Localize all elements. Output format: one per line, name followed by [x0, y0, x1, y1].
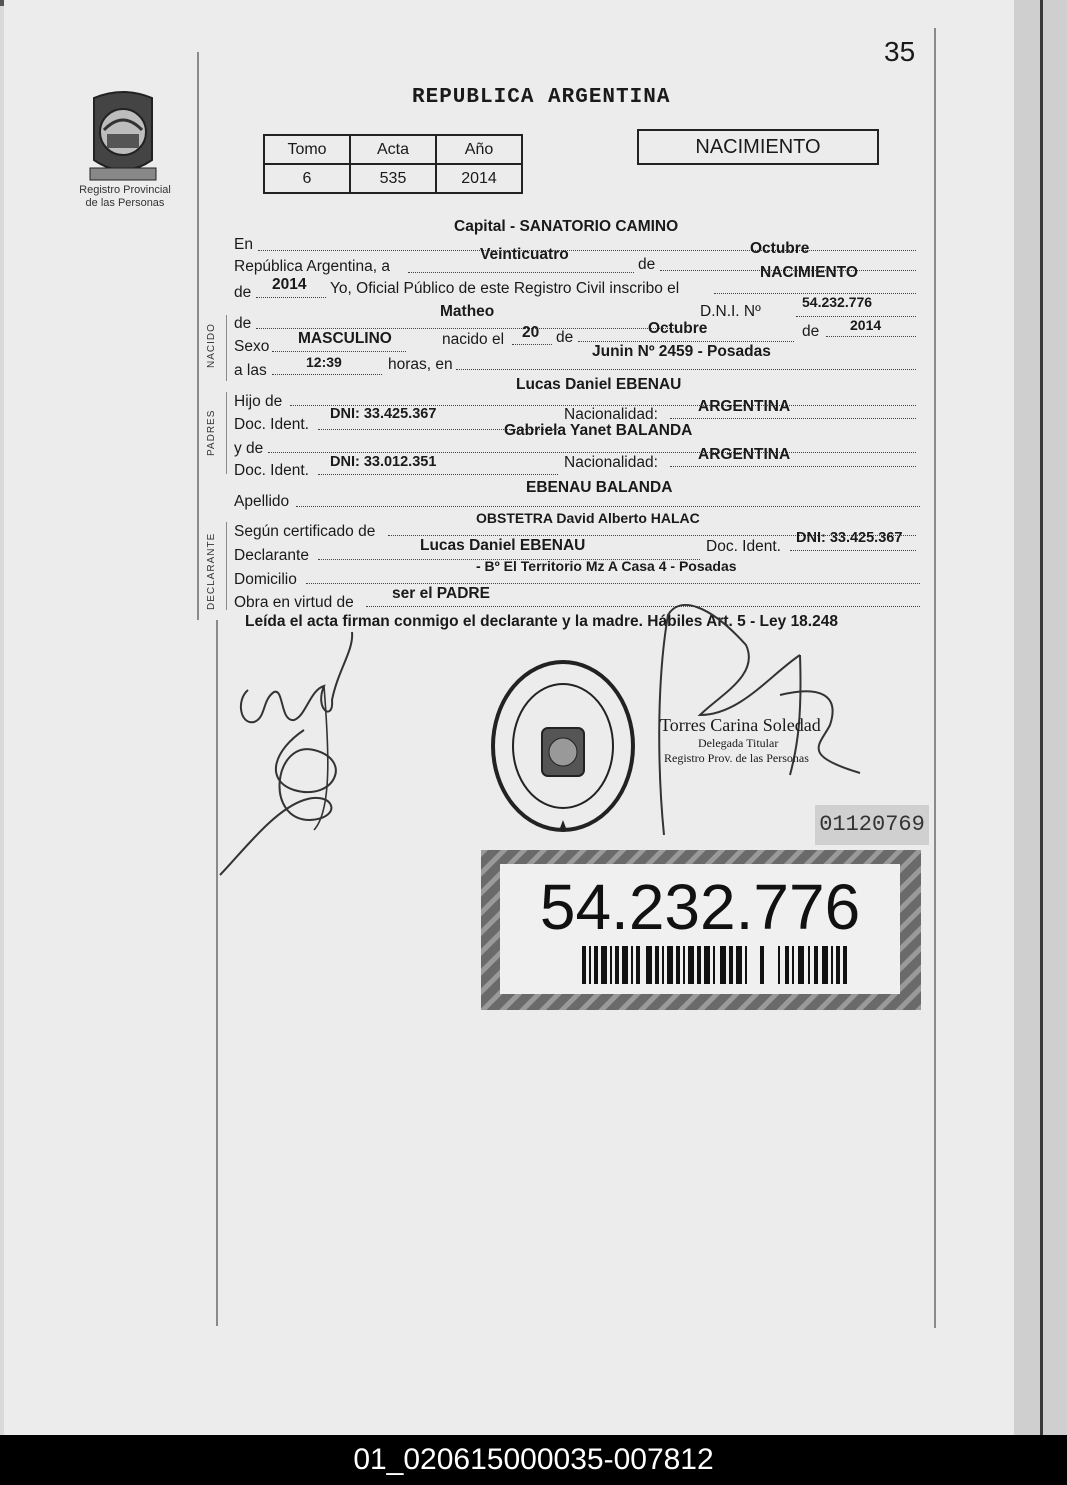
- official-role: Delegada Titular: [698, 736, 779, 750]
- dotted-line: [268, 452, 916, 453]
- value-mes: Octubre: [750, 240, 810, 257]
- value-dni: 54.232.776: [802, 294, 873, 310]
- closing-statement: Leída el acta firman conmigo el declarante y la madre. Hábiles Art. 5 - Ley 18.248: [245, 613, 838, 630]
- label-de-anio-nacimiento: de: [802, 323, 820, 340]
- bracket-declarante: [226, 522, 227, 610]
- dotted-line: [456, 369, 916, 370]
- dotted-line: [256, 328, 676, 329]
- value-madre: Gabriela Yanet BALANDA: [504, 422, 693, 439]
- value-hora: 12:39: [306, 354, 342, 370]
- anio-header: Año: [436, 135, 522, 164]
- value-madre-nacionalidad: ARGENTINA: [698, 446, 791, 463]
- anio-value: 2014: [436, 164, 522, 193]
- dotted-line: [256, 297, 326, 298]
- value-anio-nacimiento: 2014: [850, 317, 882, 333]
- value-padre-doc: DNI: 33.425.367: [330, 406, 437, 422]
- barcode: [582, 946, 848, 984]
- label-de-nombre: de: [234, 315, 252, 332]
- value-lugar: Capital - SANATORIO CAMINO: [454, 218, 679, 235]
- label-hijo-de: Hijo de: [234, 393, 283, 410]
- right-margin-line: [934, 28, 936, 1328]
- side-label-declarante: DECLARANTE: [206, 532, 217, 610]
- declarant-signature: [214, 630, 374, 880]
- value-dia-nacimiento: 20: [522, 324, 540, 341]
- acta-value: 535: [350, 164, 436, 193]
- value-declarante: Lucas Daniel EBENAU: [420, 537, 586, 554]
- dotted-line: [258, 250, 916, 251]
- bracket-padres: [226, 392, 227, 474]
- scan-footer-id: 01_020615000035-007812: [0, 1435, 1067, 1485]
- value-padre-nacionalidad: ARGENTINA: [698, 398, 791, 415]
- registry-table-header-row: [264, 135, 522, 164]
- side-label-nacido: NACIDO: [206, 323, 217, 368]
- dotted-line: [272, 351, 406, 352]
- acta-header: Acta: [350, 135, 436, 164]
- official-office: Registro Prov. de las Personas: [664, 751, 809, 765]
- label-en: En: [234, 236, 253, 253]
- value-padre: Lucas Daniel EBENAU: [516, 376, 682, 393]
- tomo-header: Tomo: [264, 135, 350, 164]
- value-sexo: MASCULINO: [298, 330, 392, 347]
- label-a-las: a las: [234, 362, 267, 379]
- value-nombre: Matheo: [440, 303, 495, 320]
- registry-caption-line-1: Registro Provincial: [79, 184, 171, 196]
- dotted-line: [670, 466, 916, 467]
- value-certificado: OBSTETRA David Alberto HALAC: [476, 510, 700, 526]
- value-domicilio: - Bº El Territorio Mz A Casa 4 - Posadas: [476, 558, 737, 574]
- dotted-line: [306, 583, 920, 584]
- badge-dni-number: 54.232.776: [539, 871, 861, 943]
- label-republica: República Argentina, a: [234, 258, 390, 275]
- registry-table: [263, 134, 523, 194]
- bracket-nacido: [226, 315, 227, 381]
- dotted-line: [790, 550, 916, 551]
- dotted-line: [512, 344, 552, 345]
- dni-badge: [481, 850, 921, 1010]
- page-number: 35: [884, 36, 916, 67]
- dotted-line: [296, 506, 920, 507]
- dotted-line: [578, 341, 794, 342]
- registry-stamp: [490, 658, 636, 836]
- label-declarante: Declarante: [234, 547, 309, 564]
- province-coat-of-arms-logo: [84, 90, 162, 185]
- label-nacido-el: nacido el: [442, 331, 505, 348]
- value-apellido: EBENAU BALANDA: [526, 479, 673, 496]
- label-de-anio: de: [234, 284, 252, 301]
- serial-label: 01120769: [815, 805, 929, 845]
- record-type-box: NACIMIENTO: [637, 129, 879, 165]
- label-apellido: Apellido: [234, 493, 290, 510]
- label-horas-en: horas, en: [388, 356, 453, 373]
- value-dia-texto: Veinticuatro: [480, 246, 569, 263]
- dotted-line: [408, 272, 634, 273]
- label-nacionalidad-padre: Nacionalidad:: [564, 406, 658, 423]
- value-declarante-doc: DNI: 33.425.367: [796, 530, 903, 546]
- dotted-line: [272, 374, 382, 375]
- label-oficial: Yo, Oficial Público de este Registro Civil inscribo el: [330, 280, 680, 297]
- label-dni: D.N.I. Nº: [700, 303, 761, 320]
- dotted-line: [670, 418, 916, 419]
- value-madre-doc: DNI: 33.012.351: [330, 454, 437, 470]
- label-doc-ident-declarante: Doc. Ident.: [706, 538, 781, 555]
- dotted-line: [318, 474, 558, 475]
- document-title: REPUBLICA ARGENTINA: [412, 86, 671, 109]
- label-de-mes: de: [556, 329, 574, 346]
- tomo-value: 6: [264, 164, 350, 193]
- value-anio: 2014: [272, 276, 307, 293]
- badge-panel: [500, 864, 900, 994]
- registry-table-value-row: [264, 164, 522, 193]
- label-de: de: [638, 256, 656, 273]
- label-y-de: y de: [234, 440, 264, 457]
- label-obra-en-virtud: Obra en virtud de: [234, 594, 354, 611]
- margin-line-top: [197, 52, 199, 620]
- official-name: Torres Carina Soledad: [660, 715, 821, 735]
- page-right-edge: [1014, 0, 1067, 1435]
- label-doc-ident-padre: Doc. Ident.: [234, 416, 309, 433]
- official-signature-block: [660, 715, 821, 766]
- dotted-line: [826, 336, 916, 337]
- value-lugar-nacimiento: Junin Nº 2459 - Posadas: [592, 343, 771, 360]
- value-tipo-inscripcion: NACIMIENTO: [760, 264, 858, 281]
- side-label-padres: PADRES: [206, 409, 217, 456]
- label-nacionalidad-madre: Nacionalidad:: [564, 454, 658, 471]
- label-doc-ident-madre: Doc. Ident.: [234, 462, 309, 479]
- label-domicilio: Domicilio: [234, 571, 297, 588]
- value-obra-en-virtud: ser el PADRE: [392, 585, 490, 602]
- registry-caption-line-2: de las Personas: [85, 197, 165, 209]
- registry-caption: [70, 184, 180, 210]
- label-segun-certificado: Según certificado de: [234, 523, 376, 540]
- label-sexo: Sexo: [234, 338, 270, 355]
- value-mes-nacimiento: Octubre: [648, 320, 708, 337]
